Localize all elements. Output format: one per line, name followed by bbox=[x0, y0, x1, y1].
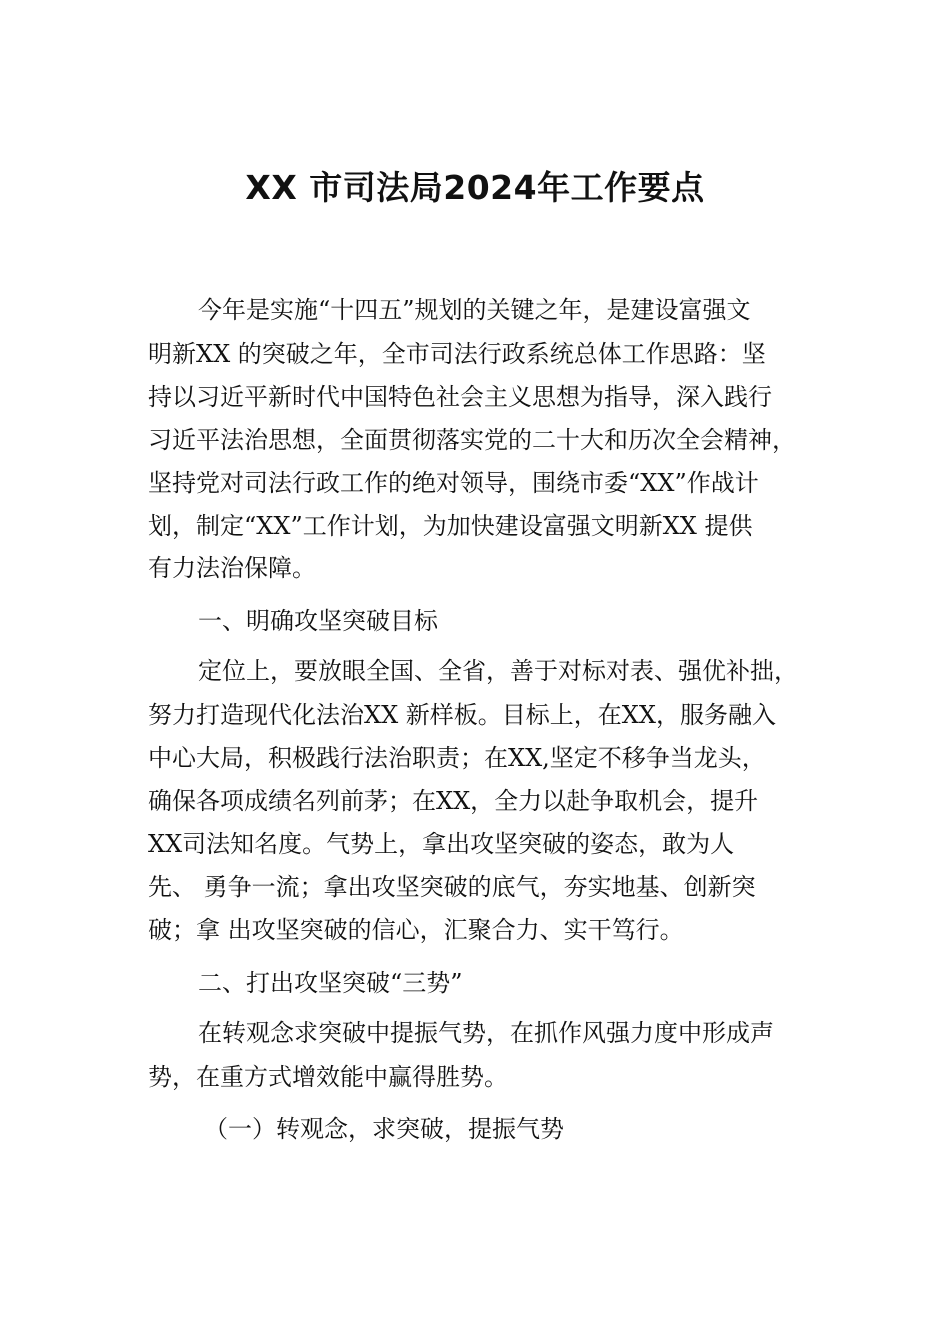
paragraph-line: 坚持党对司法行政工作的绝对领导，围绕市委“XX”作战计 bbox=[148, 469, 759, 497]
section-heading: 二、打出攻坚突破“三势” bbox=[198, 969, 463, 997]
paragraph-line: 先、 勇争一流；拿出攻坚突破的底气，夯实地基、创新突 bbox=[148, 873, 756, 901]
paragraph-line: 在转观念求突破中提振气势，在抓作风强力度中形成声 bbox=[198, 1019, 774, 1047]
paragraph-line: 习近平法治思想，全面贯彻落实党的二十大和历次全会精神， bbox=[148, 426, 796, 454]
paragraph-line: 持以习近平新时代中国特色社会主义思想为指导，深入践行 bbox=[148, 383, 772, 411]
paragraph-line: 努力打造现代化法治XX 新样板。目标上，在XX，服务融入 bbox=[148, 701, 776, 729]
document-title: XX 市司法局2024年工作要点 bbox=[245, 168, 705, 207]
subsection-heading: （一）转观念，求突破，提振气势 bbox=[204, 1115, 564, 1143]
paragraph-line: 势，在重方式增效能中赢得胜势。 bbox=[148, 1063, 508, 1091]
paragraph-line: XX司法知名度。气势上，拿出攻坚突破的姿态，敢为人 bbox=[148, 830, 735, 858]
section-heading: 一、明确攻坚突破目标 bbox=[198, 607, 438, 635]
paragraph-line: 确保各项成绩名列前茅；在XX，全力以赴争取机会，提升 bbox=[148, 787, 759, 815]
paragraph-line: 定位上，要放眼全国、全省，善于对标对表、强优补拙， bbox=[198, 657, 798, 685]
paragraph-line: 中心大局，积极践行法治职责；在XX,坚定不移争当龙头， bbox=[148, 744, 766, 772]
paragraph-line: 有力法治保障。 bbox=[148, 554, 316, 582]
paragraph-line: 今年是实施“十四五”规划的关键之年，是建设富强文 bbox=[198, 296, 751, 324]
paragraph-line: 破；拿 出攻坚突破的信心，汇聚合力、实干笃行。 bbox=[148, 916, 684, 944]
paragraph-line: 划，制定“XX”工作计划，为加快建设富强文明新XX 提供 bbox=[148, 512, 753, 540]
paragraph-line: 明新XX 的突破之年，全市司法行政系统总体工作思路：坚 bbox=[148, 340, 766, 368]
